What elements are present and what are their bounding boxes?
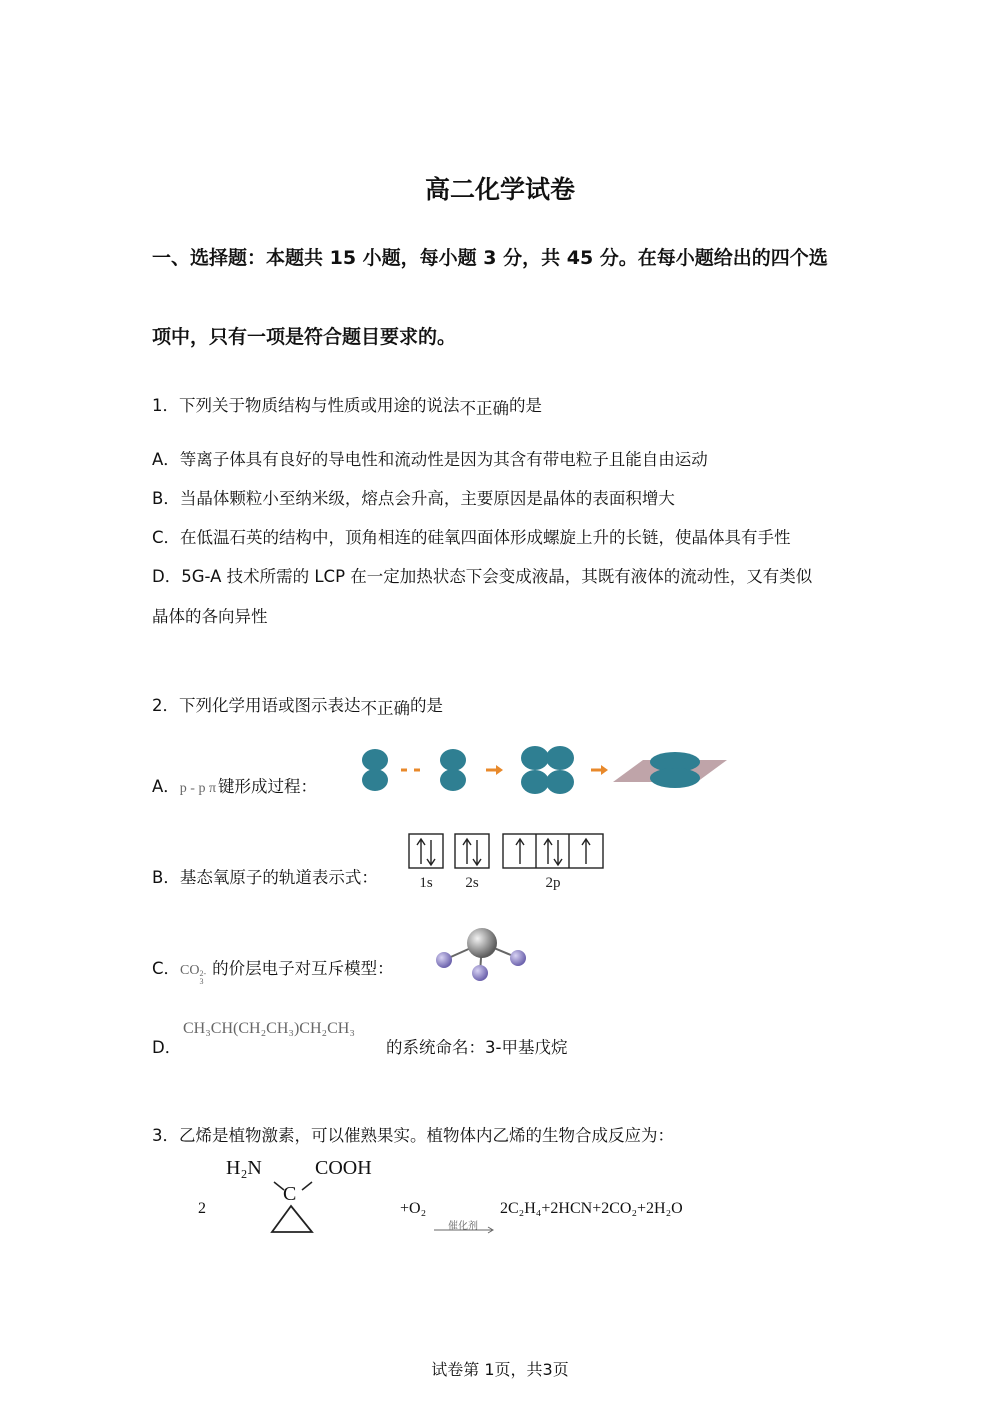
question-1-option-d: D．5G-A 技术所需的 LCP 在一定加热状态下会变成液晶，其既有液体的流动性，又有类似: [152, 567, 813, 586]
orbital-label-1s: 1s: [419, 875, 433, 891]
ligand-atom: [436, 952, 452, 968]
question-1-stem: [152, 392, 542, 416]
orbital-box-2p: [503, 834, 603, 868]
question-2-option-b: B．基态氧原子的轨道表示式：: [152, 868, 378, 887]
reaction-arrow: [432, 1225, 498, 1235]
option-c-formula: CO 2- 3: [180, 963, 207, 986]
question-1-stem-text: 1．下列关于物质结构与性质或用途的说法: [152, 396, 460, 415]
question-2-option-d-label: D．: [152, 1038, 182, 1057]
question-2-stem-text: 2．下列化学用语或图示表达: [152, 696, 361, 715]
question-1-emphasis: 不正确: [459, 399, 509, 418]
page-footer: 试卷第 1页，共3页: [431, 1360, 569, 1379]
amine-group: H₂N: [226, 1157, 262, 1179]
question-1-stem-end: 的是: [509, 396, 542, 415]
orbital-label-2s: 2s: [465, 875, 479, 891]
question-2-option-a: [152, 773, 317, 797]
option-a-text: 键形成过程：: [218, 777, 318, 796]
charge-superscript: 2-: [199, 969, 207, 978]
cyclopropane-ring: [262, 1172, 322, 1236]
question-1-option-b: B．当晶体颗粒小至纳米级，熔点会升高，主要原因是晶体的表面积增大: [152, 489, 675, 508]
catalyst-label: 催化剂: [448, 1221, 478, 1232]
question-2-stem-end: 的是: [410, 696, 443, 715]
central-atom: [467, 928, 497, 958]
question-3-stem: 3．乙烯是植物激素，可以催熟果实。植物体内乙烯的生物合成反应为：: [152, 1126, 674, 1145]
section-heading-line2: 项中，只有一项是符合题目要求的。: [152, 326, 457, 348]
oxygen-orbital-diagram: [405, 830, 610, 892]
question-1-option-d-cont: 晶体的各向异性: [152, 607, 268, 626]
option-c-text: 的价层电子对互斥模型：: [212, 959, 394, 978]
option-d-formula: CH₃CH(CH₂CH₃)CH₂CH₃: [183, 1020, 355, 1037]
page-title: 高二化学试卷: [424, 175, 575, 204]
ligand-atom: [510, 950, 526, 966]
ligand-atom: [472, 965, 488, 981]
overlapping-orbitals: [521, 746, 574, 794]
subscript: 3: [199, 977, 204, 986]
option-c-label: C．: [152, 959, 181, 978]
orbital-box-1s: [409, 834, 443, 868]
option-a-label: A．: [152, 777, 180, 796]
section-heading-line1: 一、选择题：本题共 15 小题，每小题 3 分，共 45 分。在每小题给出的四个选: [152, 247, 828, 269]
pi-bond-result: [613, 752, 727, 788]
pi-bond-formation-diagram: [355, 740, 735, 800]
option-a-formula: p - p π: [179, 781, 217, 796]
orbital-box-2s: [455, 834, 489, 868]
question-2-emphasis: 不正确: [360, 699, 410, 718]
oxygen-reactant: +O₂: [400, 1200, 427, 1217]
vsepr-model-diagram: [430, 925, 530, 985]
question-2-stem: [152, 692, 443, 716]
orbital-label-2p: 2p: [545, 875, 561, 891]
p-orbital-2: [440, 749, 466, 791]
option-d-text: 的系统命名：3-甲基戊烷: [386, 1038, 568, 1057]
reaction-products: 2C₂H₄+2HCN+2CO₂+2H₂O: [500, 1200, 683, 1217]
carboxyl-group: COOH: [315, 1157, 372, 1179]
arrow-icon: [591, 765, 608, 775]
central-carbon: C: [283, 1183, 297, 1205]
question-2-option-c: [152, 955, 394, 986]
question-1-option-a: A．等离子体具有良好的导电性和流动性是因为其含有带电粒子且能自由运动: [152, 450, 708, 469]
p-orbital-1: [362, 749, 388, 791]
question-1-option-c: C．在低温石英的结构中，顶角相连的硅氧四面体形成螺旋上升的长链，使晶体具有手性: [152, 528, 791, 547]
reaction-coefficient: 2: [198, 1200, 206, 1217]
arrow-icon: [486, 765, 503, 775]
